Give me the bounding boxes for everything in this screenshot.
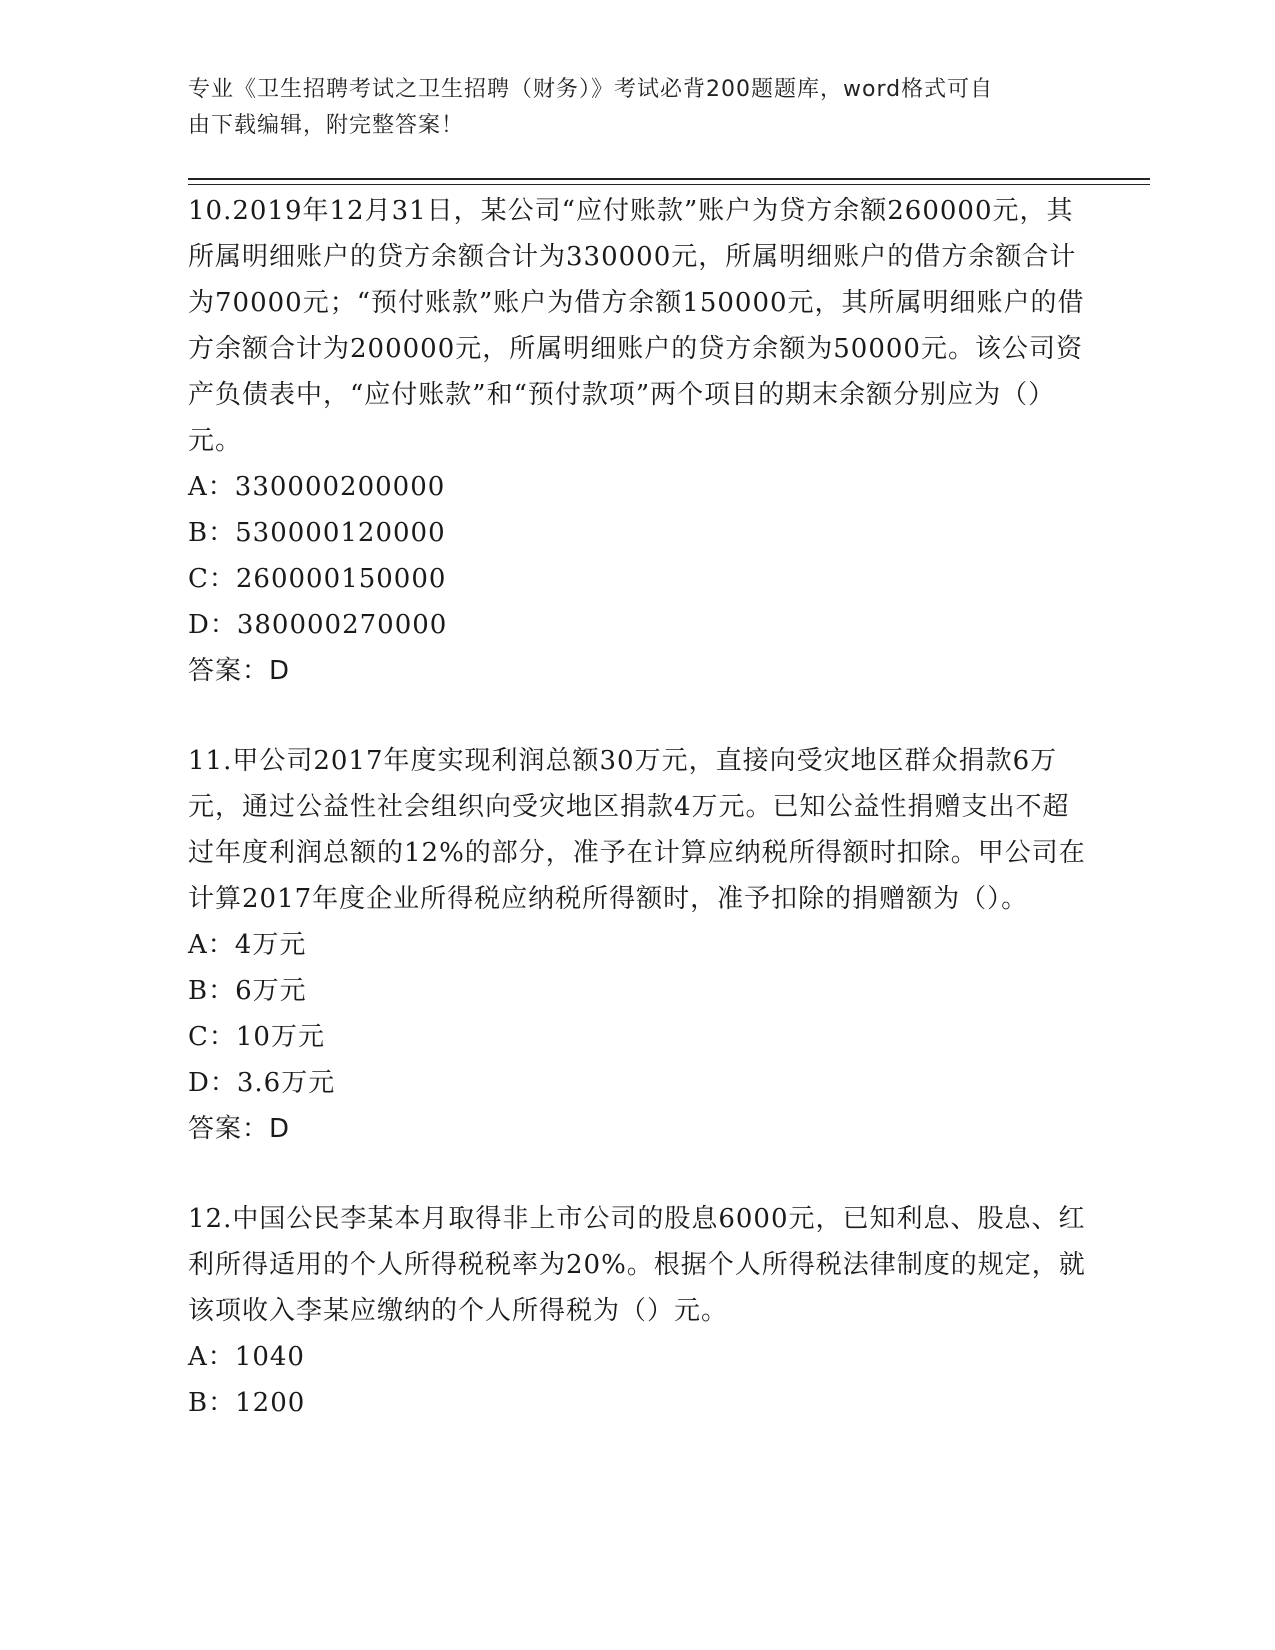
answer-text: 答案：D: [188, 1114, 291, 1144]
question-item: [188, 1196, 1088, 1426]
question-text: 11.甲公司2017年度实现利润总额30万元，直接向受灾地区群众捐款6万元，通过公益性社会组织向受灾地区捐款4万元。已知公益性捐赠支出不超过年度利润总额的12%的部分，准予在计算应纳税所得额时扣除。甲公司在计算2017年度企业所得税应纳税所得额时，准予扣除的捐赠额为（）。: [188, 746, 1086, 914]
option-b: B：6万元: [188, 976, 307, 1006]
option-c: C：260000150000: [188, 564, 447, 594]
option-b: B：1200: [188, 1388, 306, 1418]
question-item: [188, 738, 1088, 1152]
question-text: 12.中国公民李某本月取得非上市公司的股息6000元，已知利息、股息、红利所得适用的个人所得税税率为20%。根据个人所得税法律制度的规定，就该项收入李某应缴纳的个人所得税为（）元。: [188, 1204, 1086, 1326]
question-spacer: [188, 1152, 1088, 1196]
option-d: D：380000270000: [188, 610, 448, 640]
option-a: A：1040: [188, 1342, 305, 1372]
header-divider-thin: [188, 184, 1150, 185]
option-d: D：3.6万元: [188, 1068, 336, 1098]
option-a: A：330000200000: [188, 472, 446, 502]
question-spacer: [188, 694, 1088, 738]
header-title-line-2: 由下载编辑，附完整答案！: [188, 113, 465, 138]
question-list: [188, 188, 1088, 1426]
document-header: [188, 72, 1088, 144]
question-text: 10.2019年12月31日，某公司“应付账款”账户为贷方余额260000元，其所属明细账户的贷方余额合计为330000元，所属明细账户的借方余额合计为70000元；“预付账款”账户为借方余额150000元，其所属明细账户的借方余额合计为200000元，所属明细账户的贷方余额为50000元。该公司资产负债表中，“应付账款”和“预付款项”两个项目的期末余额分别应为（）元。: [188, 196, 1085, 456]
option-c: C：10万元: [188, 1022, 325, 1052]
option-a: A：4万元: [188, 930, 307, 960]
header-title-line-1: 专业《卫生招聘考试之卫生招聘（财务）》考试必背200题题库，word格式可自: [188, 77, 994, 102]
header-divider-thick: [188, 178, 1150, 180]
answer-text: 答案：D: [188, 656, 291, 686]
question-item: [188, 188, 1088, 694]
option-b: B：530000120000: [188, 518, 446, 548]
